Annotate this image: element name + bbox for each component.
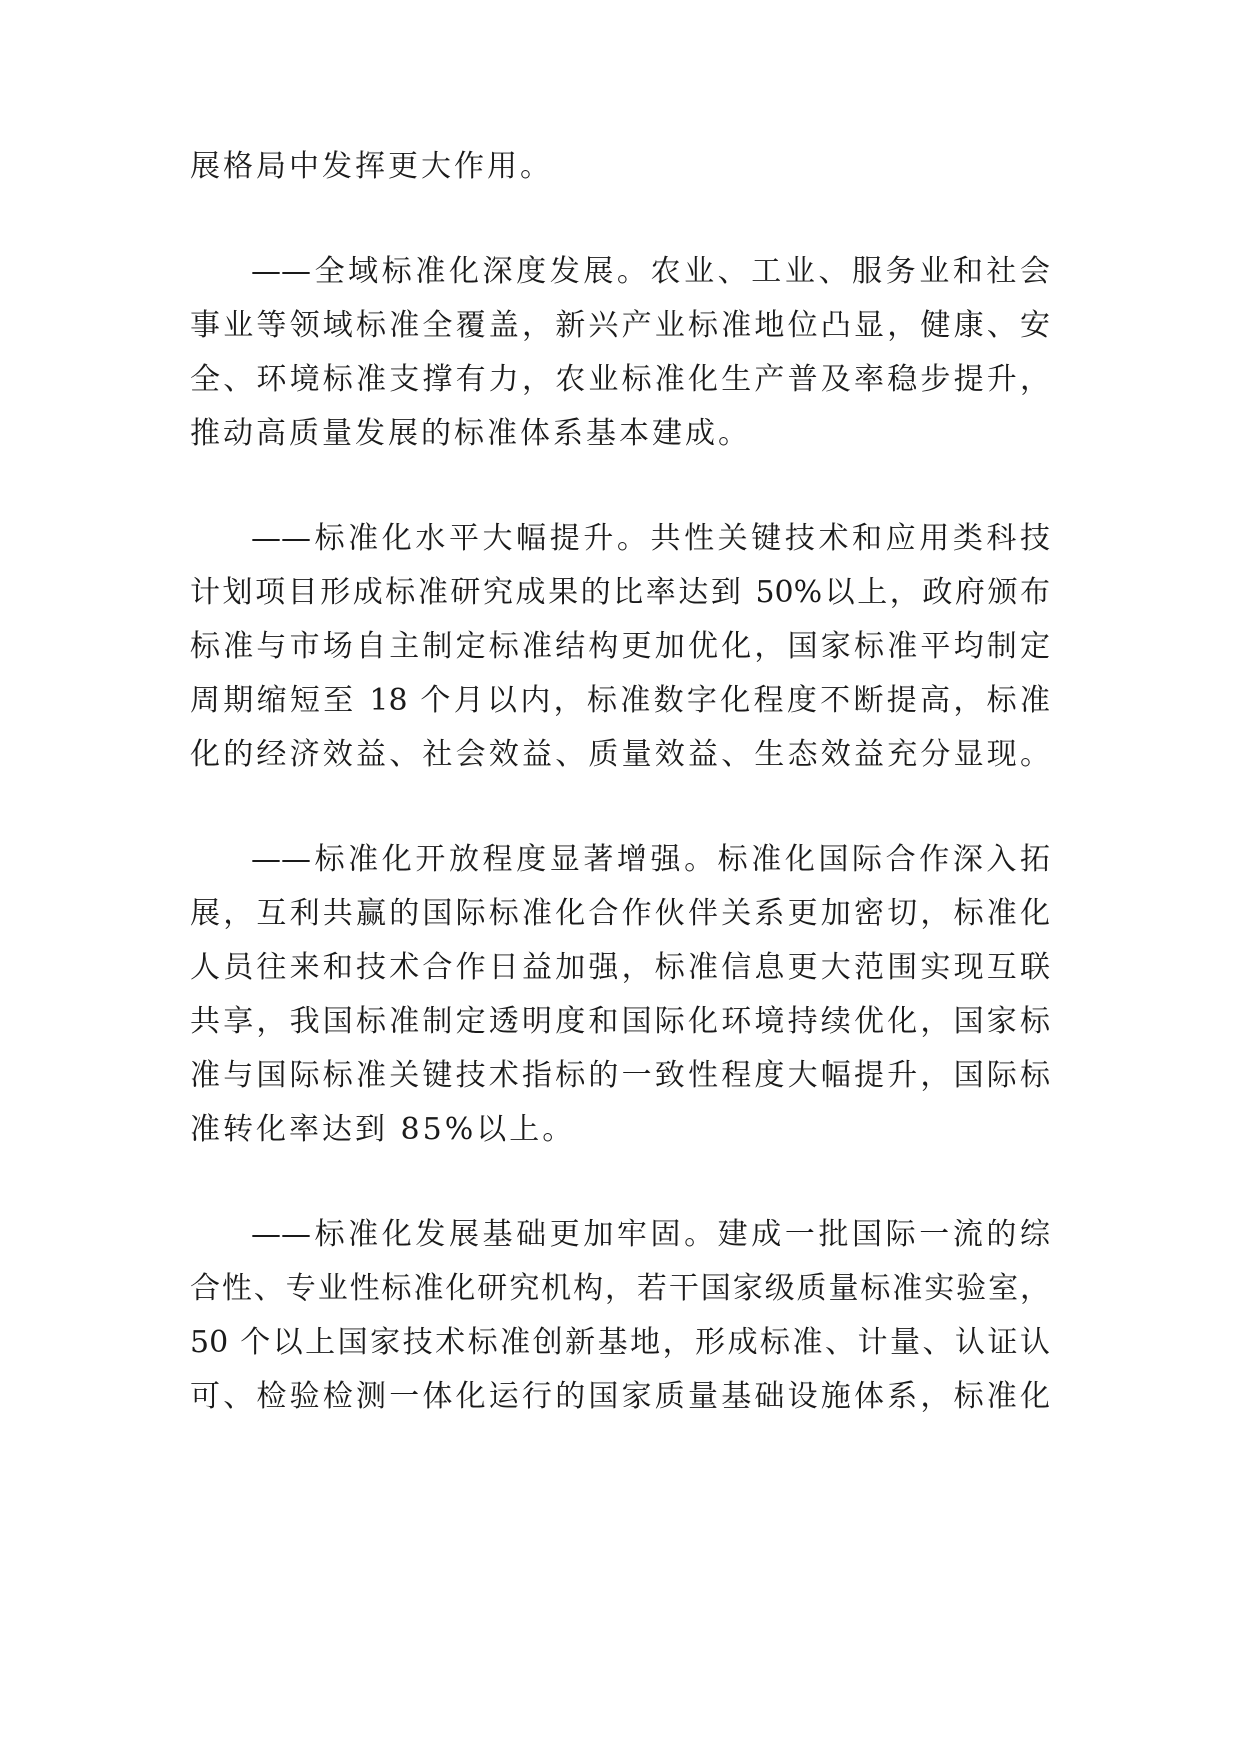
text-line: 展，互利共赢的国际标准化合作伙伴关系更加密切，标准化 xyxy=(190,896,1050,931)
text-line: 合性、专业性标准化研究机构，若干国家级质量标准实验室， xyxy=(190,1271,1050,1306)
text-line: 共享，我国标准制定透明度和国际化环境持续优化，国家标 xyxy=(190,1004,1050,1039)
text-line: 事业等领域标准全覆盖，新兴产业标准地位凸显，健康、安 xyxy=(190,308,1050,343)
text-line: 标准与市场自主制定标准结构更加优化，国家标准平均制定 xyxy=(190,629,1050,664)
text-line: ——全域标准化深度发展。农业、工业、服务业和社会 xyxy=(251,254,1050,289)
text-line: 人员往来和技术合作日益加强，标准信息更大范围实现互联 xyxy=(190,950,1050,985)
text-line: 准转化率达到 85%以上。 xyxy=(190,1112,576,1147)
text-line: 可、检验检测一体化运行的国家质量基础设施体系，标准化 xyxy=(190,1379,1050,1414)
text-line: 计划项目形成标准研究成果的比率达到 50%以上，政府颁布 xyxy=(190,575,1050,610)
text-line: ——标准化开放程度显著增强。标准化国际合作深入拓 xyxy=(251,842,1050,877)
text-line: 化的经济效益、社会效益、质量效益、生态效益充分显现。 xyxy=(190,737,1050,772)
text-line: 50 个以上国家技术标准创新基地，形成标准、计量、认证认 xyxy=(190,1325,1050,1360)
text-line: 推动高质量发展的标准体系基本建成。 xyxy=(190,416,751,451)
text-line: ——标准化发展基础更加牢固。建成一批国际一流的综 xyxy=(251,1217,1050,1252)
text-line: 准与国际标准关键技术指标的一致性程度大幅提升，国际标 xyxy=(190,1058,1050,1093)
text-line: 周期缩短至 18 个月以内，标准数字化程度不断提高，标准 xyxy=(190,683,1050,718)
text-line: 全、环境标准支撑有力，农业标准化生产普及率稳步提升， xyxy=(190,362,1050,397)
text-line: ——标准化水平大幅提升。共性关键技术和应用类科技 xyxy=(251,521,1050,556)
text-line: 展格局中发挥更大作用。 xyxy=(190,149,553,184)
